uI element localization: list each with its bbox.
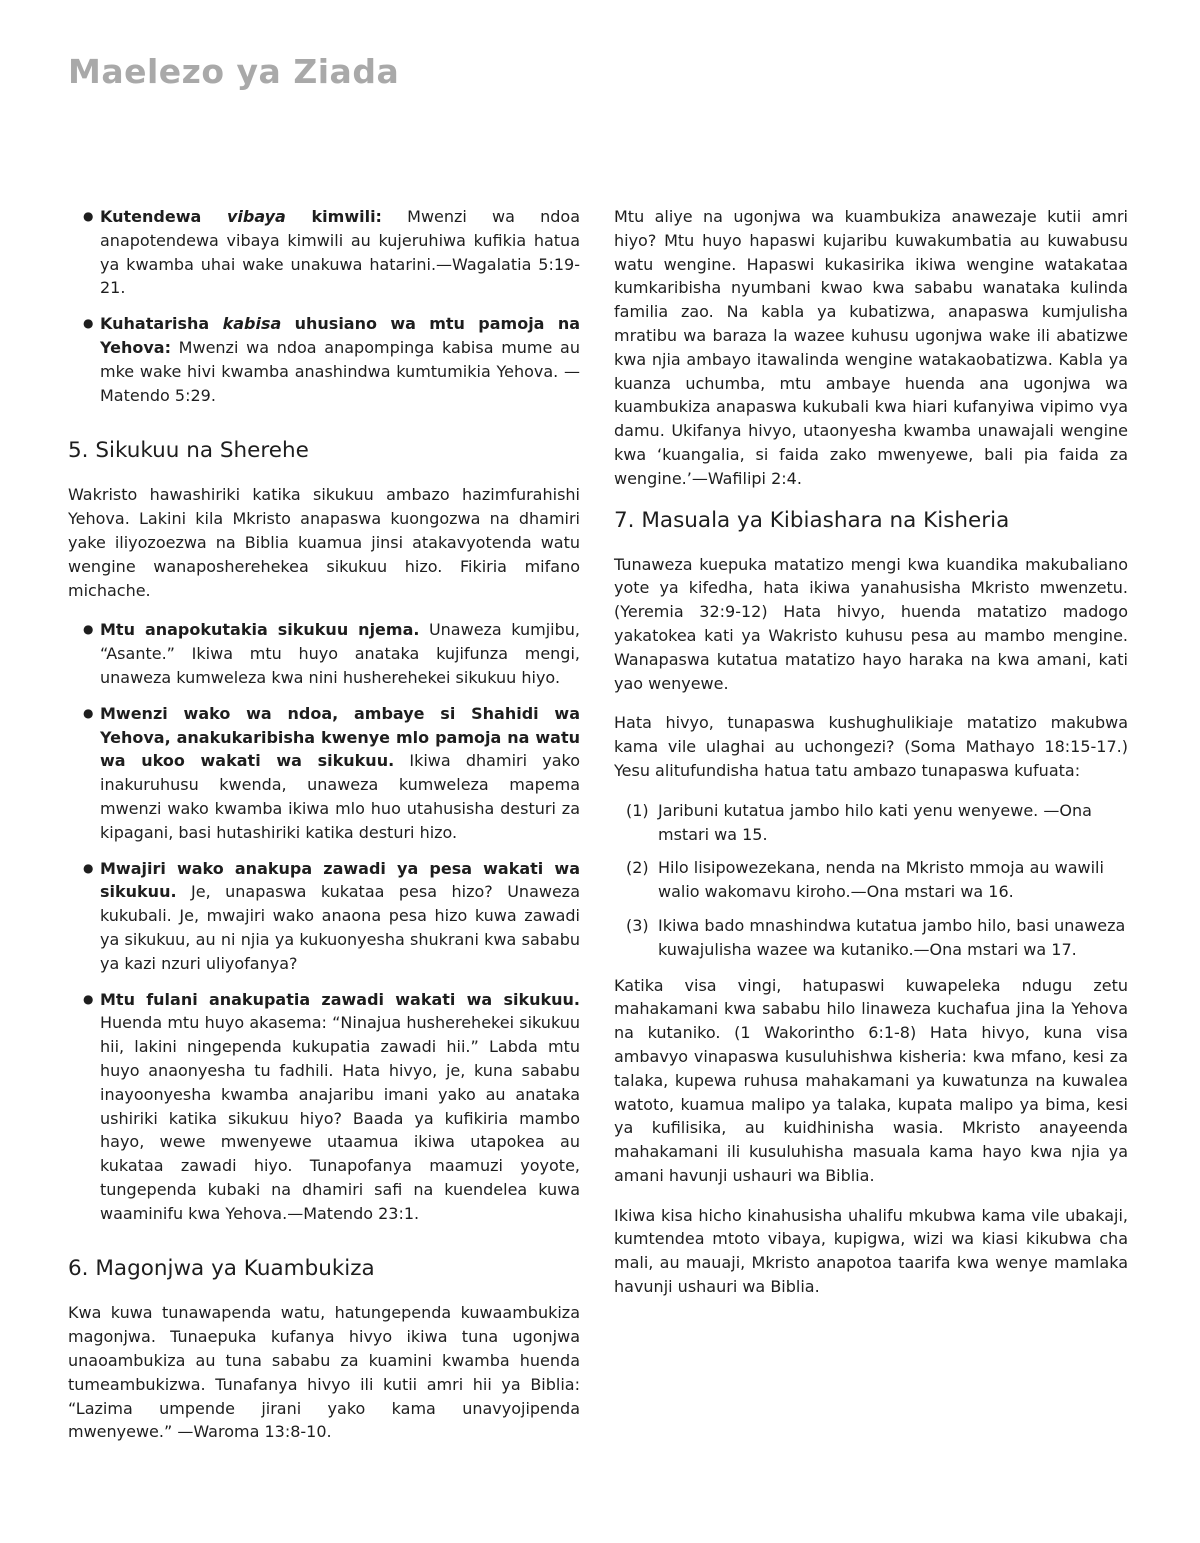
section-heading-7: 7. Masuala ya Kibiashara na Kisheria bbox=[614, 507, 1010, 533]
section-6-paragraph: Kwa kuwa tunawapenda watu, hatungependa kuwaambukiza magonjwa. Tunaepuka kufanya hivyo ikiwa tuna ugonjwa unaoambukiza au tuna sababu za kuamini kwamba huenda tumeambukizwa. Tunafanya hivyo ili kutii amri hii ya Biblia: “Lazima umpende jirani yako kama unavyojipenda mwenyewe.” —Waroma 13:8-10. bbox=[68, 1303, 580, 1442]
steps-list bbox=[614, 799, 1128, 962]
list-item: ● Mwajiri wako anakupa zawadi ya pesa wakati wa sikukuu. Je, unapaswa kukataa pesa hizo? Unaweza kukubali. Je, mwajiri wako anaona pesa hizo kuwa zawadi ya sikukuu, au ni njia ya kukuonyesha shukrani kwa sababu ya kazi nzuri uliyofanya? bbox=[68, 857, 580, 976]
list-item: ● Mtu fulani anakupatia zawadi wakati wa sikukuu. Huenda mtu huyo akasema: “Ninajua husherehekei sikukuu hii, lakini ningependa kukupatia zawadi hii.” Labda mtu huyo anaonyesha tu fadhili. Hata hivyo, je, kuna sababu inayoonyesha kwamba anajaribu imani yako au anataka ushiriki katika sikukuu hiyo? Baada ya kufikiria mambo hayo, wewe mwenyewe utaamua ikiwa utapokea au kukataa zawadi hiyo. Tunapofanya maamuzi yoyote, tungependa kubaki na dhamiri safi na kuendelea kuwa waaminifu kwa Yehova.—Matendo 23:1. bbox=[68, 988, 580, 1226]
section-7-paragraph-4: Ikiwa kisa hicho kinahusisha uhalifu mkubwa kama vile ubakaji, kumtendea mtoto vibaya, kupigwa, wizi wa kiasi kikubwa cha mali, au mauaji, Mkristo anapotoa taarifa kwa wenye mamlaka havunji ushauri wa Biblia. bbox=[614, 1205, 1128, 1297]
list-item: ● Mtu anapokutakia sikukuu njema. Unaweza kumjibu, “Asante.” Ikiwa mtu huyo anataka kujifunza mengi, unaweza kumweleza kwa nini husherehekei sikukuu hiyo. bbox=[68, 618, 580, 689]
list-item: (2) Hilo lisipowezekana, nenda na Mkristo mmoja au wawili walio wakomavu kiroho.—Ona mstari wa 16. bbox=[626, 858, 1104, 902]
list-item: ● Kutendewa vibaya kimwili: Mwenzi wa ndoa anapotendewa vibaya kimwili au kujeruhiwa kufikia hatua ya kwamba uhai wake unakuwa hatarini.—Wagalatia 5:19-21. bbox=[68, 205, 580, 300]
page-title: Maelezo ya Ziada bbox=[68, 52, 400, 91]
section-7-paragraph-2: Hata hivyo, tunapaswa kushughulikiaje matatizo makubwa kama vile ulaghai au uchongezi? (Soma Mathayo 18:15-17.) Yesu alitufundisha hatua tatu ambazo tunapaswa kufuata: bbox=[614, 713, 1128, 780]
contagious-paragraph: Mtu aliye na ugonjwa wa kuambukiza anawezaje kutii amri hiyo? Mtu huyo hapaswi kujaribu kuwakumbatia au kuwabusu watu wengine. Hapaswi kukasirika ikiwa wengine watakataa kumkaribisha nyumbani kwao kwa sababu wanataka kulinda familia zao. Na kabla ya kubatizwa, anapaswa kumjulisha mratibu wa baraza la wazee kuhusu ugonjwa wake ili abatizwe kwa njia ambayo itawalinda wengine watakaobatizwa. Kabla ya kuanza uchumba, mtu ambaye huenda ana ugonjwa wa kuambukiza anapaswa kukubali kwa hiari kufanyiwa vipimo vya damu. Ukifanya hivyo, utaonyesha kwamba unawajali wengine kwa ‘kuangalia, si faida zako mwenyewe, bali pia faida za wengine.’—Wafilipi 2:4. bbox=[614, 207, 1128, 488]
top-bullet-list bbox=[68, 205, 580, 407]
list-item: (3) Ikiwa bado mnashindwa kutatua jambo hilo, basi unaweza kuwajulisha wazee wa kutaniko.—Ona mstari wa 17. bbox=[626, 915, 1126, 959]
list-item: ● Mwenzi wako wa ndoa, ambaye si Shahidi wa Yehova, anakukaribisha kwenye mlo pamoja na watu wa ukoo wakati wa sikukuu. Ikiwa dhamiri yako inakuruhusu kwenda, unaweza kumweleza mapema mwenzi wako kwamba ikiwa mlo huo utahusisha desturi za kipagani, basi hutashiriki katika desturi hizo. bbox=[68, 702, 580, 845]
list-item: ● Kuhatarisha kabisa uhusiano wa mtu pamoja na Yehova: Mwenzi wa ndoa anapompinga kabisa mume au mke wake hivi kwamba anashindwa kumtumikia Yehova. —Matendo 5:29. bbox=[68, 312, 580, 407]
section-7-paragraph-3: Katika visa vingi, hatupaswi kuwapeleka ndugu zetu mahakamani kwa sababu hilo linaweza kuchafua jina la Yehova na kutaniko. (1 Wakorintho 6:1-8) Hata hivyo, kuna visa ambavyo vinapaswa kusuluhishwa kisheria: kwa mfano, kesi za talaka, kupewa ruhusa mahakamani ya kuwatunza na kuwalea watoto, kuamua malipo ya talaka, kupata malipo ya bima, kesi ya kufilisika, au kuidhinisha wasia. Mkristo anayeenda mahakamani ili kusuluhisha masuala kama hayo kwa njia ya amani havunji ushauri wa Biblia. bbox=[614, 975, 1128, 1185]
section-5-intro: Wakristo hawashiriki katika sikukuu ambazo hazimfurahishi Yehova. Lakini kila Mkristo anapaswa kuongozwa na dhamiri yake iliyozoezwa na Biblia kuamua jinsi atakavyotenda watu wengine wanaposherehekea sikukuu hizo. Fikiria mifano michache. bbox=[68, 485, 580, 600]
right-column bbox=[614, 205, 1128, 1315]
section-heading-6: 6. Magonjwa ya Kuambukiza bbox=[68, 1256, 375, 1282]
section-heading-5: 5. Sikukuu na Sherehe bbox=[68, 438, 309, 464]
section-5-bullet-list bbox=[68, 618, 580, 1225]
section-7-paragraph-1: Tunaweza kuepuka matatizo mengi kwa kuandika makubaliano yote ya kifedha, hata ikiwa yanahusisha Mkristo mwenzetu. (Yeremia 32:9-12) Hata hivyo, huenda matatizo madogo yakatokea kati ya Wakristo kuhusu pesa au mambo mengine. Wanapaswa kutatua matatizo hayo haraka na kwa amani, kati yao wenyewe. bbox=[614, 554, 1128, 693]
left-column bbox=[68, 205, 580, 1460]
list-item: (1) Jaribuni kutatua jambo hilo kati yenu wenyewe. —Ona mstari wa 15. bbox=[626, 800, 1092, 844]
